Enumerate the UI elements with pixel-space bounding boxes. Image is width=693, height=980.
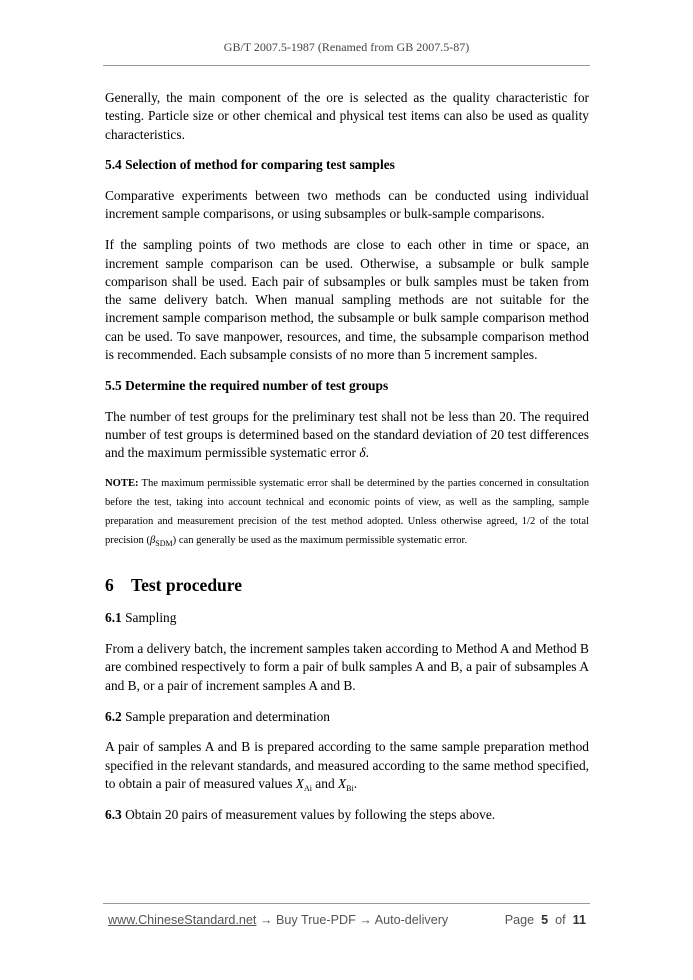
page-of: of [555,913,566,927]
heading-6-1-title: Sampling [121,610,177,626]
heading-6 [105,574,589,596]
heading-6-2-number: 6.2 [105,708,122,724]
heading-5-5: 5.5 Determine the required number of test groups [105,377,389,393]
x-bi-symbol: X [337,775,347,791]
note-text-a: The maximum permissible systematic error shall be determined by the parties concerned in consultation before the test, taking into account technical and economic points of view, as well as the sampling, sample preparation and measurement precision of the test method adopted. Unless otherwise agreed, 1/2 of the total precision ( [105,477,589,547]
heading-5-4: 5.4 Selection of method for comparing test samples [105,157,395,173]
arrow-icon: → [256,913,277,927]
paragraph-sample-preparation-end: . [353,775,358,791]
beta-subscript: SDM [155,539,173,549]
auto-delivery-text: Auto-delivery [374,913,449,927]
paragraph-test-groups-end: . [365,445,369,461]
footer-divider [103,903,590,904]
paragraph-test-groups-text: The number of test groups for the preliminary test shall not be less than 20. The required number of test groups is determined based on the standard deviation of 20 test differences and the maximum permissible systematic error [105,408,589,461]
paragraph-delivery-batch: From a delivery batch, the increment samples taken according to Method A and Method B are combined respectively to form a pair of bulk samples A and B, a pair of subsamples A and B, or a pair of increment samples A and B. [105,641,589,693]
paragraph-sample-preparation-text: A pair of samples A and B is prepared according to the same sample preparation method specified in the relevant standards, and measured according to the same method specified, to obtain a pair of measured values [105,739,589,791]
paragraph-quality-characteristic: Generally, the main component of the ore is selected as the quality characteristic for testing. Particle size or other chemical and physical test items can also be used as quality characteristics. [105,90,589,142]
heading-6-2-title: Sample preparation and determination [121,708,330,724]
header-divider [103,65,590,66]
note-text-b: ) can generally be used as the maximum permissible systematic error. [172,535,468,547]
heading-6-title: Test procedure [131,575,242,596]
buy-pdf-link[interactable]: Buy True-PDF [276,913,356,927]
heading-6-number: 6 [105,575,114,596]
x-ai-symbol: X [295,775,304,791]
document-body [105,89,589,824]
footer-links [108,913,448,927]
heading-6-3-number: 6.3 [105,806,122,822]
page-number [505,913,586,927]
x-ai-subscript: Ai [303,783,312,793]
heading-6-2 [105,708,589,726]
note-paragraph [105,474,589,551]
note-label: NOTE: [105,477,139,489]
page-label: Page [504,913,535,927]
and-text: and [311,775,338,791]
paragraph-comparative-experiments: Comparative experiments between two methods can be conducted using individual increment sample comparisons, or using subsamples or bulk-sample comparisons. [105,188,589,222]
paragraph-sample-preparation [105,738,589,793]
x-bi-subscript: Bi [346,783,354,793]
paragraph-sampling-points: If the sampling points of two methods are close to each other in time or space, an increment sample comparison can be used. Otherwise, a subsample or bulk sample comparison shall be used. Each pair of subsamples or bulk samples must be taken from the same delivery batch. When manual sampling methods are not suitable for the increment sample comparison method, the subsample or bulk sample comparison method can be used. To save manpower, resources, and time, the subsample comparison method is recommended. Each subsample consists of no more than 5 increment samples. [105,237,589,363]
heading-6-1-number: 6.1 [105,610,122,626]
heading-6-1 [105,609,589,627]
header-title: GB/T 2007.5-1987 (Renamed from GB 2007.5-87) [223,40,470,54]
heading-6-3-text: Obtain 20 pairs of measurement values by following the steps above. [121,806,496,822]
paragraph-test-groups [105,408,589,463]
site-link[interactable]: www.ChineseStandard.net [108,913,257,927]
page-current: 5 [541,913,549,927]
beta-symbol: β [150,535,156,547]
heading-6-3 [105,806,589,824]
arrow-icon: → [355,913,375,927]
delta-symbol: δ [359,445,366,461]
page-total: 11 [572,913,586,927]
page-header [0,40,693,55]
